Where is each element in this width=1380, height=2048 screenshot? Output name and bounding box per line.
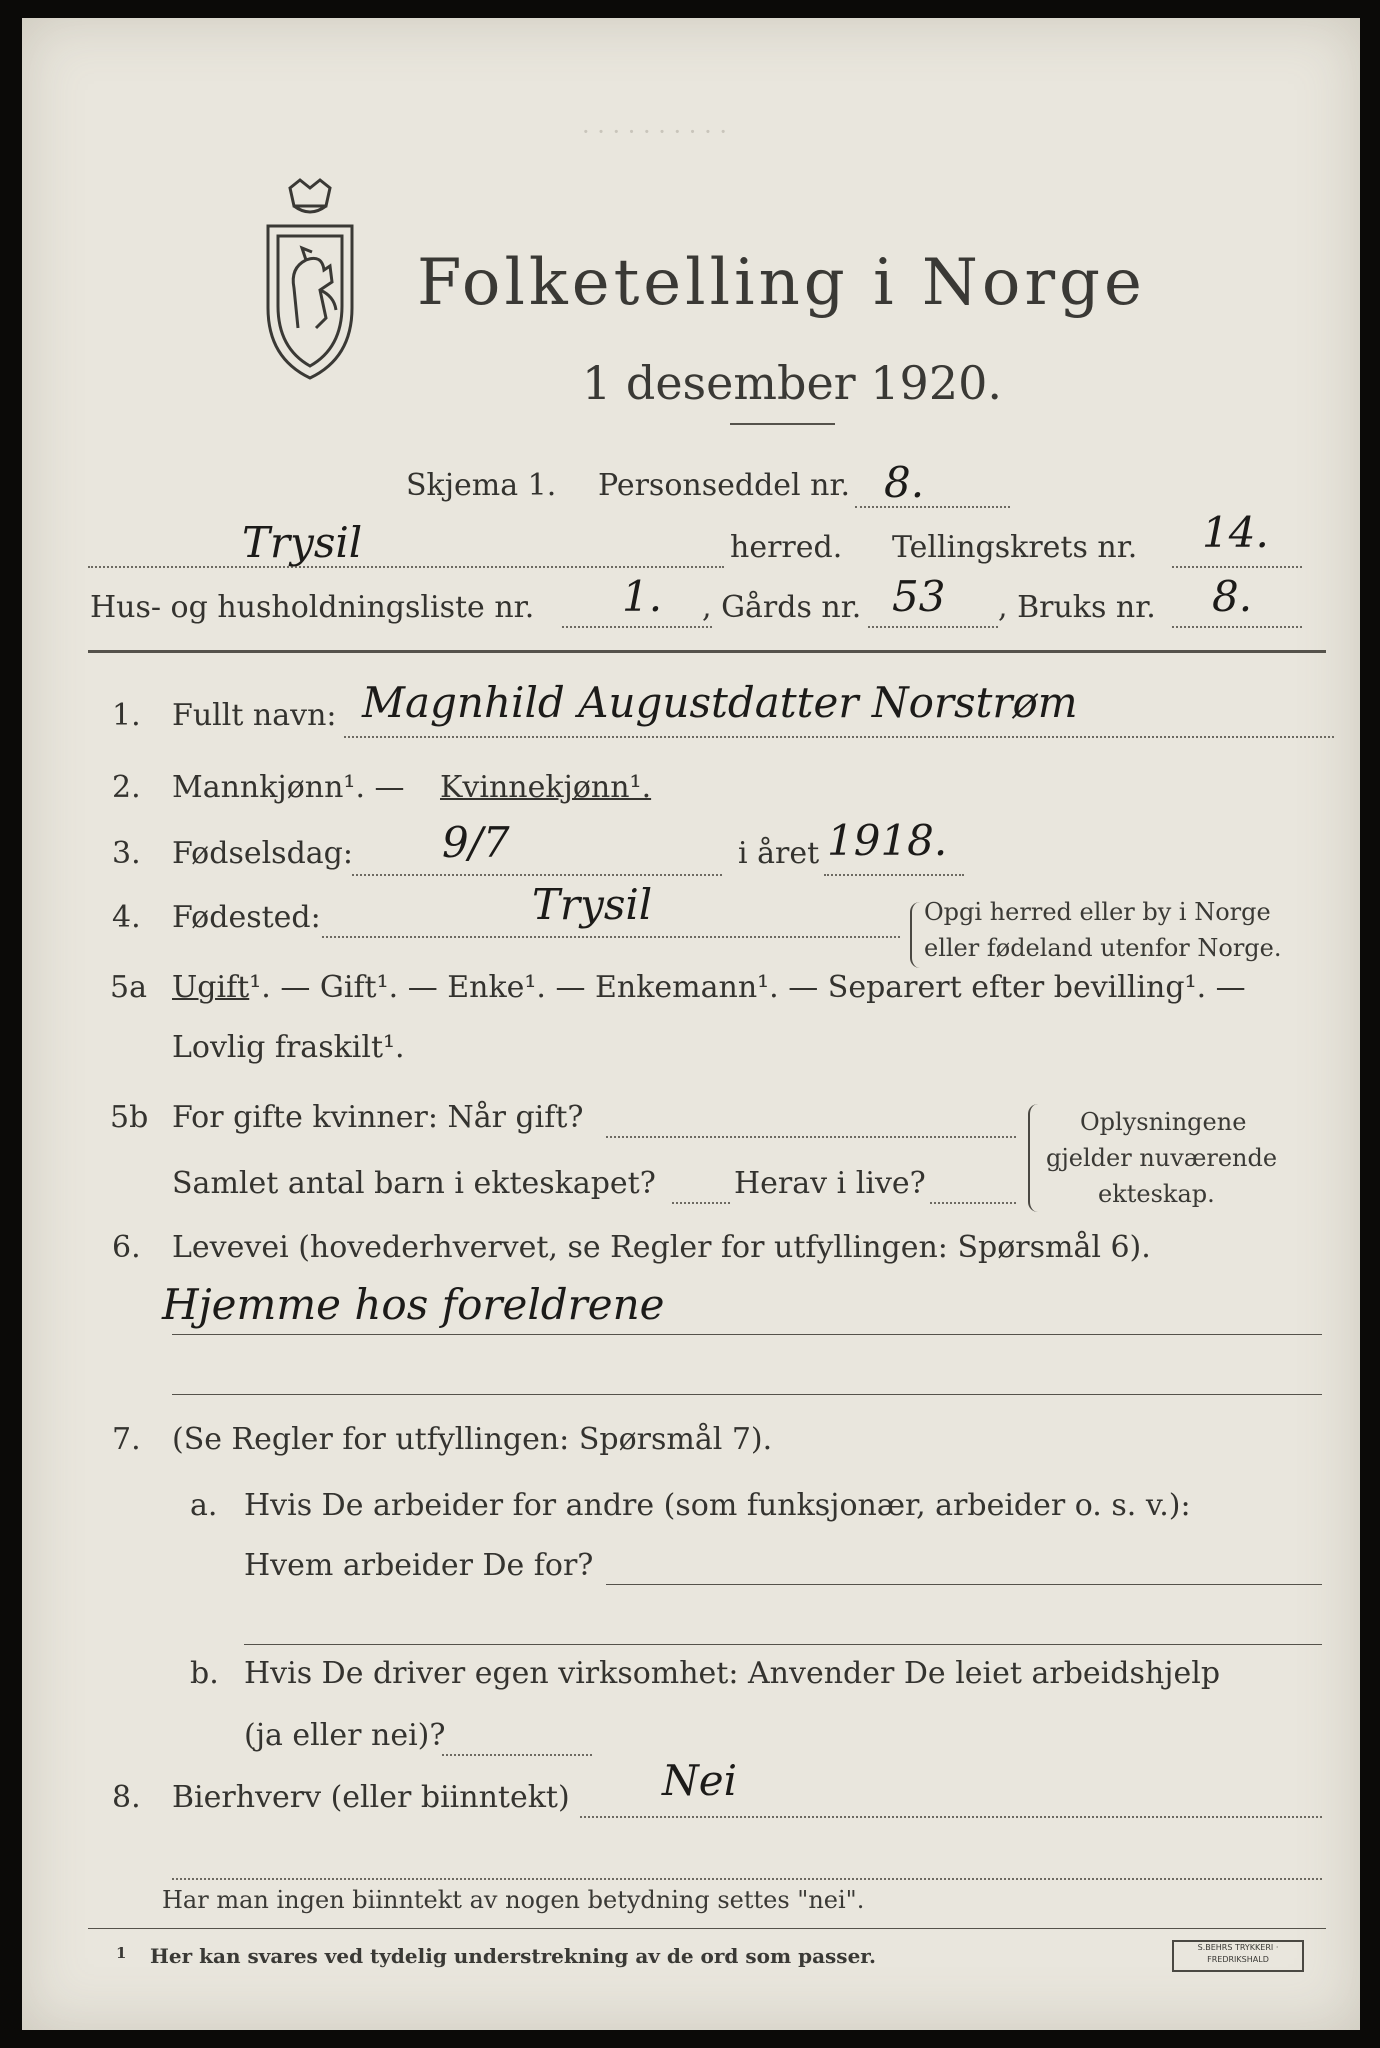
marital-unmarried-option[interactable]: Ugift: [172, 970, 250, 1005]
occupation-field[interactable]: Hjemme hos foreldrene: [162, 1280, 665, 1329]
personseddel-field-line: [855, 506, 1010, 508]
q5a-number: 5a: [110, 970, 147, 1005]
hus-field-line: [562, 626, 712, 628]
gender-female-option[interactable]: Kvinnekjønn¹.: [440, 770, 652, 805]
q7-label: (Se Regler for utfyllingen: Spørsmål 7).: [172, 1422, 773, 1457]
title-divider: [730, 423, 835, 425]
gards-label: , Gårds nr.: [702, 590, 862, 625]
tellingskrets-label: Tellingskrets nr.: [892, 530, 1138, 565]
q6-number: 6.: [112, 1230, 141, 1265]
employer-field[interactable]: [606, 1584, 1322, 1585]
q7a-question: Hvis De arbeider for andre (som funksjonær, arbeider o. s. v.):: [244, 1488, 1191, 1523]
birthplace-field-line: [322, 936, 900, 938]
full-name-field[interactable]: Magnhild Augustdatter Norstrøm: [362, 678, 1078, 727]
gender-male-option[interactable]: Mannkjønn¹. —: [172, 770, 405, 805]
skjema-label: Skjema 1.: [406, 468, 557, 503]
gards-field[interactable]: 53: [892, 572, 946, 621]
q5b-note-line2: gjelder nuværende: [1046, 1144, 1278, 1172]
side-income-field-line: [580, 1816, 1322, 1818]
occupation-line-1: [172, 1334, 1322, 1335]
q4-label: Fødested:: [172, 900, 321, 935]
q4-note-line1: Opgi herred eller by i Norge: [924, 898, 1271, 926]
q7a-letter: a.: [190, 1488, 218, 1523]
q8-label: Bierhverv (eller biinntekt): [172, 1780, 570, 1815]
q1-field-line: [344, 736, 1334, 738]
q4-note-line2: eller fødeland utenfor Norge.: [924, 934, 1282, 962]
q7b-question: Hvis De driver egen virksomhet: Anvender De leiet arbeidshjelp: [244, 1656, 1221, 1691]
alive-field-line: [930, 1202, 1016, 1204]
q7a-employer-label: Hvem arbeider De for?: [244, 1548, 594, 1583]
bleed-through-text: · · · · · · · · · ·: [582, 118, 727, 146]
marital-status-line: [172, 970, 1246, 1005]
bruks-label: , Bruks nr.: [998, 590, 1156, 625]
footnote-mark: 1: [116, 1944, 127, 1962]
form-title: Folketelling i Norge: [417, 246, 1146, 320]
q1-label: Fullt navn:: [172, 698, 337, 733]
q3-label: Fødselsdag:: [172, 836, 353, 871]
birthday-field-line: [352, 874, 722, 876]
herred-field-line: [88, 566, 724, 568]
marital-divorced-option[interactable]: Lovlig fraskilt¹.: [172, 1030, 405, 1065]
q5b-children-label: Samlet antal barn i ekteskapet?: [172, 1166, 656, 1201]
coat-of-arms: [250, 178, 370, 387]
herred-label: herred.: [730, 530, 843, 565]
q3-number: 3.: [112, 836, 141, 871]
footnote-text: Her kan svares ved tydelig understrekning av de ord som passer.: [150, 1944, 876, 1968]
herred-field[interactable]: Trysil: [242, 518, 363, 567]
side-income-field-line-2: [172, 1878, 1322, 1880]
q7-number: 7.: [112, 1422, 141, 1457]
census-date: 1 desember 1920.: [582, 356, 1002, 410]
employer-field-line-2[interactable]: [244, 1644, 1322, 1645]
birthplace-field[interactable]: Trysil: [532, 880, 653, 929]
norwegian-lion-crest-icon: [250, 178, 370, 383]
married-when-field-line: [606, 1136, 1016, 1138]
header-divider: [88, 650, 1326, 653]
q4-note-brace: [910, 902, 920, 968]
q4-number: 4.: [112, 900, 141, 935]
hus-field[interactable]: 1.: [622, 572, 663, 621]
q7b-yesno-label: (ja eller nei)?: [244, 1718, 446, 1753]
bruks-field[interactable]: 8.: [1212, 572, 1253, 621]
birthday-field[interactable]: 9/7: [442, 818, 510, 867]
bruks-field-line: [1172, 626, 1302, 628]
gards-field-line: [868, 626, 998, 628]
birth-year-field-line: [824, 874, 964, 876]
occupation-line-2: [172, 1394, 1322, 1395]
census-form-page: [22, 18, 1360, 2030]
q2-number: 2.: [112, 770, 141, 805]
q5b-note-brace: [1028, 1104, 1040, 1212]
q5b-number: 5b: [110, 1100, 149, 1135]
tellingskrets-field-line: [1172, 566, 1302, 568]
marital-other-options[interactable]: ¹. — Gift¹. — Enke¹. — Enkemann¹. — Separert efter bevilling¹. —: [249, 970, 1246, 1005]
hired-help-field[interactable]: [442, 1754, 592, 1756]
children-field-line: [672, 1202, 730, 1204]
personseddel-label: Personseddel nr.: [598, 468, 851, 503]
q5b-married-label: For gifte kvinner: Når gift?: [172, 1100, 584, 1135]
printer-stamp: S.BEHRS TRYKKERI · FREDRIKSHALD: [1172, 1940, 1304, 1972]
side-income-field[interactable]: Nei: [662, 1756, 738, 1805]
footer-divider: [88, 1928, 1326, 1929]
tellingskrets-field[interactable]: 14.: [1202, 508, 1269, 557]
q5b-alive-label: Herav i live?: [734, 1166, 926, 1201]
year-label: i året: [738, 836, 820, 871]
q1-number: 1.: [112, 698, 141, 733]
q8-number: 8.: [112, 1780, 141, 1815]
personseddel-field[interactable]: 8.: [884, 458, 925, 507]
q6-label: Levevei (hovederhvervet, se Regler for utfyllingen: Spørsmål 6).: [172, 1230, 1151, 1265]
q5b-note-line1: Oplysningene: [1080, 1108, 1247, 1136]
footer-note: Har man ingen biinntekt av nogen betydning settes "nei".: [162, 1886, 865, 1914]
hus-label: Hus- og husholdningsliste nr.: [90, 590, 535, 625]
birth-year-field[interactable]: 1918.: [827, 816, 948, 865]
q7b-letter: b.: [190, 1656, 219, 1691]
q5b-note-line3: ekteskap.: [1098, 1180, 1215, 1208]
